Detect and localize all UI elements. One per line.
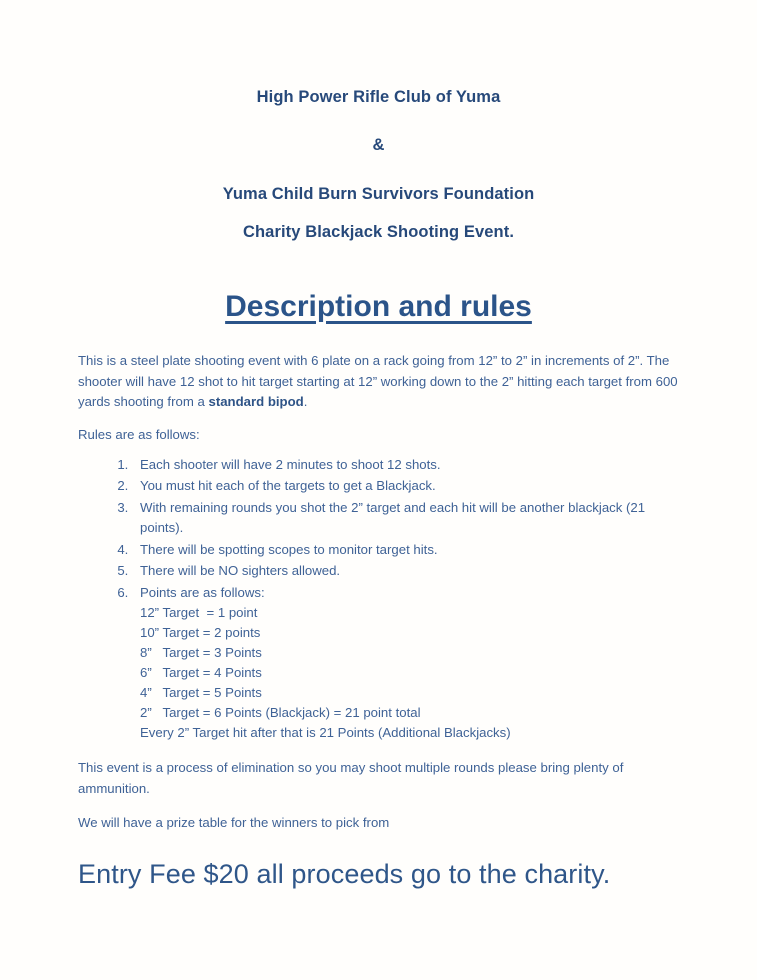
points-sublist [140,603,679,743]
elimination-paragraph: This event is a process of elimination so you may shoot multiple rounds please bring plenty of ammunition. [78,760,624,796]
intro-bold-term: standard bipod [208,393,304,409]
points-item: 4” Target = 5 Points [140,685,262,701]
rules-lead-in: Rules are as follows: [78,427,200,443]
closing-section [78,744,679,891]
prize-table-paragraph: We will have a prize table for the winners to pick from [78,815,390,831]
rules-list [78,455,679,744]
points-item: 10” Target = 2 points [140,625,261,641]
header-line-foundation: Yuma Child Burn Survivors Foundation [222,184,535,203]
header-line-ampersand: & [372,136,385,155]
intro-paragraph [78,351,679,412]
rule-item: 1. Each shooter will have 2 minutes to shoot 12 shots. [132,455,679,475]
rule-item-label: Points are as follows: [140,584,265,600]
points-item: Every 2” Target hit after that is 21 Points (Additional Blackjacks) [140,725,511,741]
rule-item-points [132,583,679,744]
intro-text-after-bold: . [303,393,308,409]
rule-item: 3. With remaining rounds you shot the 2” target and each hit will be another blackjack (21 points). [132,498,679,539]
rule-item: 4. There will be spotting scopes to monitor target hits. [132,540,679,560]
points-item: 12” Target = 1 point [140,605,258,621]
entry-fee-line: Entry Fee $20 all proceeds go to the charity. [78,858,611,889]
intro-text-before-bold: This is a steel plate shooting event with 6 plate on a rack going from 12” to 2” in increments of 2”. The shooter will have 12 shot to hit target starting at 12” working down to the 2” hitting each target from 600 yards shooting from a [78,353,678,409]
document-body [78,325,679,892]
page-title-text: Description and rules [225,290,532,324]
rule-item: 2. You must hit each of the targets to get a Blackjack. [132,476,679,496]
document-header [78,0,679,243]
points-item: 2” Target = 6 Points (Blackjack) = 21 point total [140,705,421,721]
points-item: 8” Target = 3 Points [140,645,262,661]
page-title [78,243,679,325]
header-line-club: High Power Rifle Club of Yuma [256,88,501,106]
points-item: 6” Target = 4 Points [140,665,262,681]
rule-item: 5. There will be NO sighters allowed. [132,561,679,581]
header-line-event: Charity Blackjack Shooting Event. [242,222,515,241]
